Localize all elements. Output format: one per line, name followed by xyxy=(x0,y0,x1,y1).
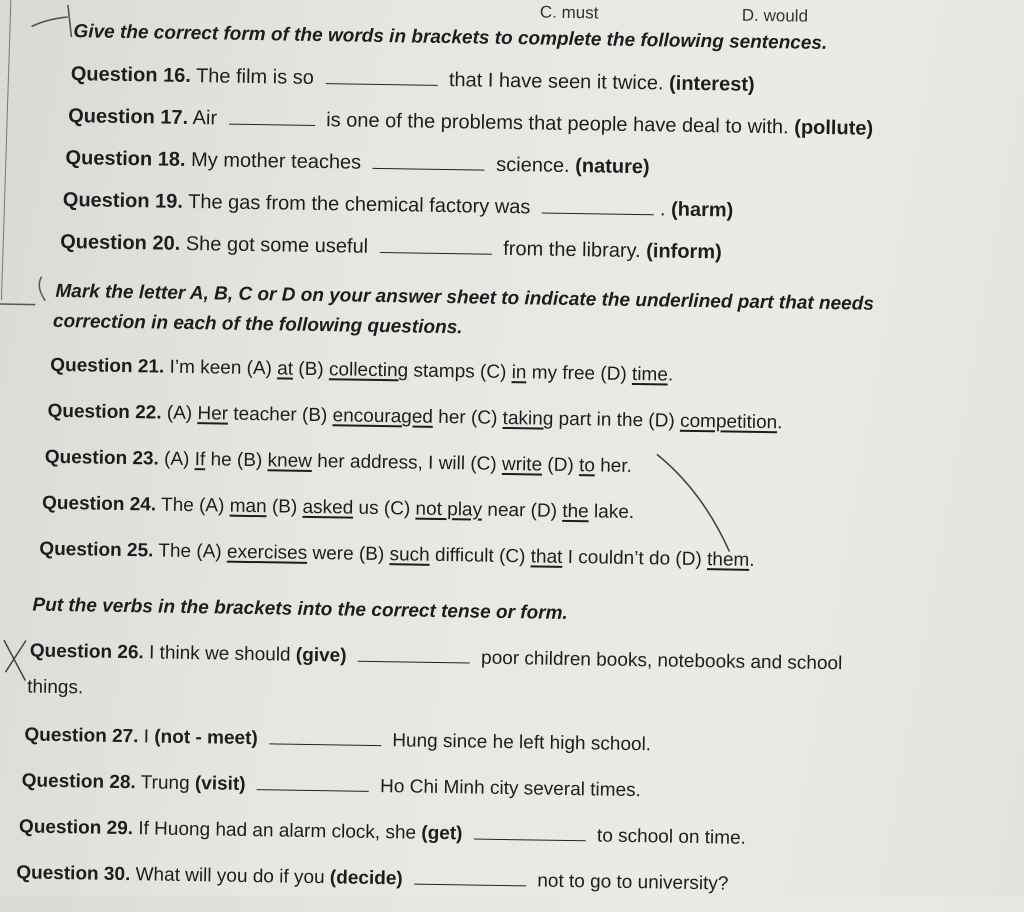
question-text: I couldn’t do (D) xyxy=(567,546,702,571)
section1-heading: Give the correct form of the words in brackets to complete the following sentences. xyxy=(73,21,828,54)
question-text: science. xyxy=(496,153,570,177)
section2-heading-line2: correction in each of the following questions. xyxy=(52,310,463,339)
question-label: Question 29. xyxy=(18,816,134,840)
question-text: from the library. xyxy=(503,237,641,263)
question-text: (A) xyxy=(166,402,193,425)
question-label: Question 25. xyxy=(39,538,154,562)
question-text: I think we should xyxy=(148,642,291,666)
underlined-option-c[interactable]: not play xyxy=(415,498,483,521)
question-25 xyxy=(39,539,755,572)
underlined-option-d[interactable]: them xyxy=(706,549,750,571)
verb-hint: (not - meet) xyxy=(154,726,258,750)
question-text: is one of the problems that people have deal to with. xyxy=(326,109,789,139)
question-22 xyxy=(47,401,782,435)
question-text: Trung xyxy=(140,772,190,795)
underlined-option-d[interactable]: competition xyxy=(679,410,778,434)
underlined-option-c[interactable]: taking xyxy=(502,407,554,430)
underlined-option-c[interactable]: that xyxy=(530,546,563,568)
pencil-cross-mark-icon xyxy=(0,270,62,311)
question-text: What will you do if you xyxy=(135,864,325,889)
question-text: . xyxy=(659,198,666,221)
word-hint: (pollute) xyxy=(794,116,874,140)
question-26 xyxy=(30,641,843,676)
question-text: (D) xyxy=(547,454,574,477)
underlined-option-b[interactable]: asked xyxy=(302,496,354,519)
question-text: The gas from the chemical factory was xyxy=(187,190,531,219)
question-label: Question 17. xyxy=(68,105,189,129)
question-text: her address, I will (C) xyxy=(317,451,497,475)
answer-blank[interactable] xyxy=(257,775,369,792)
question-label: Question 26. xyxy=(29,640,144,664)
question-label: Question 21. xyxy=(50,354,165,378)
underlined-option-b[interactable]: collecting xyxy=(328,359,409,382)
question-text: poor children books, notebooks and school xyxy=(480,647,843,675)
underlined-option-a[interactable]: If xyxy=(194,449,206,471)
question-text: that I have seen it twice. xyxy=(448,69,664,95)
question-label: Question 16. xyxy=(70,63,192,88)
answer-blank[interactable] xyxy=(229,110,315,126)
question-text: us (C) xyxy=(358,497,411,520)
underlined-option-a[interactable]: Her xyxy=(197,403,229,425)
question-text: She got some useful xyxy=(185,232,369,258)
verb-hint: (give) xyxy=(295,644,347,667)
question-label: Question 30. xyxy=(16,862,131,886)
answer-blank[interactable] xyxy=(474,825,586,842)
question-18 xyxy=(65,147,649,179)
underlined-option-c[interactable]: in xyxy=(511,362,527,384)
question-19 xyxy=(63,189,734,223)
underlined-option-b[interactable]: encouraged xyxy=(332,405,434,428)
question-label: Question 24. xyxy=(41,492,157,516)
question-text: Hung since he left high school. xyxy=(392,730,652,756)
question-label: Question 20. xyxy=(60,230,181,255)
question-text: . xyxy=(667,364,674,386)
question-text: part in the (D) xyxy=(558,408,675,432)
verb-hint: (decide) xyxy=(329,867,403,890)
question-text: I’m keen (A) xyxy=(169,356,273,380)
underlined-option-c[interactable]: write xyxy=(501,453,543,476)
word-hint: (interest) xyxy=(668,72,755,96)
question-text: The film is so xyxy=(195,65,315,89)
question-text: lake. xyxy=(593,501,635,524)
margin-rule xyxy=(1,0,11,300)
question-17 xyxy=(68,105,873,141)
underlined-option-d[interactable]: the xyxy=(562,500,589,523)
question-text: teacher (B) xyxy=(233,403,328,427)
question-text: I xyxy=(143,726,150,748)
question-text: her (C) xyxy=(438,406,498,429)
question-24 xyxy=(42,493,634,524)
answer-blank[interactable] xyxy=(358,647,470,664)
answer-blank[interactable] xyxy=(325,69,437,86)
word-hint: (inform) xyxy=(646,240,722,264)
question-text: not to go to university? xyxy=(537,870,729,895)
question-text: Air xyxy=(192,107,218,130)
question-label: Question 27. xyxy=(24,724,139,748)
question-text: (A) xyxy=(163,448,190,471)
answer-blank[interactable] xyxy=(373,154,485,171)
question-text: . xyxy=(777,412,783,434)
question-text: (B) xyxy=(298,358,324,381)
underlined-option-d[interactable]: to xyxy=(578,455,596,477)
question-text: If Huong had an alarm clock, she xyxy=(138,818,417,844)
question-text: he (B) xyxy=(210,449,263,472)
question-28 xyxy=(22,770,642,802)
question-label: Question 28. xyxy=(21,770,136,794)
question-text: The (A) xyxy=(158,540,222,563)
question-30 xyxy=(16,862,728,895)
question-27 xyxy=(24,724,651,756)
question-text: her. xyxy=(600,455,633,477)
question-26-continued xyxy=(27,677,83,700)
underlined-option-d[interactable]: time xyxy=(631,363,669,386)
question-21 xyxy=(50,355,673,387)
question-text: . xyxy=(749,549,755,571)
underlined-option-b[interactable]: knew xyxy=(267,450,313,472)
question-label: Question 23. xyxy=(44,446,160,470)
word-hint: (nature) xyxy=(575,155,650,179)
underlined-option-a[interactable]: man xyxy=(229,495,267,518)
question-text: to school on time. xyxy=(596,825,747,849)
question-text: were (B) xyxy=(312,542,385,566)
answer-blank[interactable] xyxy=(269,729,381,746)
question-text: near (D) xyxy=(487,499,558,522)
answer-blank[interactable] xyxy=(380,238,492,255)
answer-blank[interactable] xyxy=(542,199,654,216)
question-text: The (A) xyxy=(160,494,225,517)
question-23 xyxy=(45,447,632,478)
question-16 xyxy=(71,63,755,97)
question-text: (B) xyxy=(271,496,298,518)
question-text: difficult (C) xyxy=(434,544,526,568)
question-text: stamps (C) xyxy=(413,360,507,383)
section2-heading: Mark the letter A, B, C or D on your answer sheet to indicate the underlined part that needs xyxy=(55,280,875,315)
question-text: Ho Chi Minh city several times. xyxy=(379,776,642,802)
underlined-option-a[interactable]: exercises xyxy=(226,541,308,564)
section3-heading: Put the verbs in the brackets into the correct tense or form. xyxy=(32,594,568,624)
question-text: my free (D) xyxy=(531,362,627,385)
verb-hint: (get) xyxy=(421,822,463,845)
question-text: things. xyxy=(27,676,84,699)
answer-blank[interactable] xyxy=(414,870,526,887)
question-label: Question 19. xyxy=(62,189,184,213)
verb-hint: (visit) xyxy=(194,773,246,795)
underlined-option-b[interactable]: such xyxy=(389,544,430,566)
pencil-stroke-mark-icon xyxy=(651,450,743,561)
question-29 xyxy=(19,816,746,849)
question-label: Question 18. xyxy=(65,147,186,171)
underlined-option-a[interactable]: at xyxy=(277,358,294,380)
top-option-d: D. would xyxy=(741,5,809,26)
question-20 xyxy=(60,231,722,264)
top-option-c: C. must xyxy=(539,2,599,23)
question-text: My mother teaches xyxy=(190,149,362,174)
question-label: Question 22. xyxy=(47,400,162,424)
word-hint: (harm) xyxy=(670,198,734,222)
